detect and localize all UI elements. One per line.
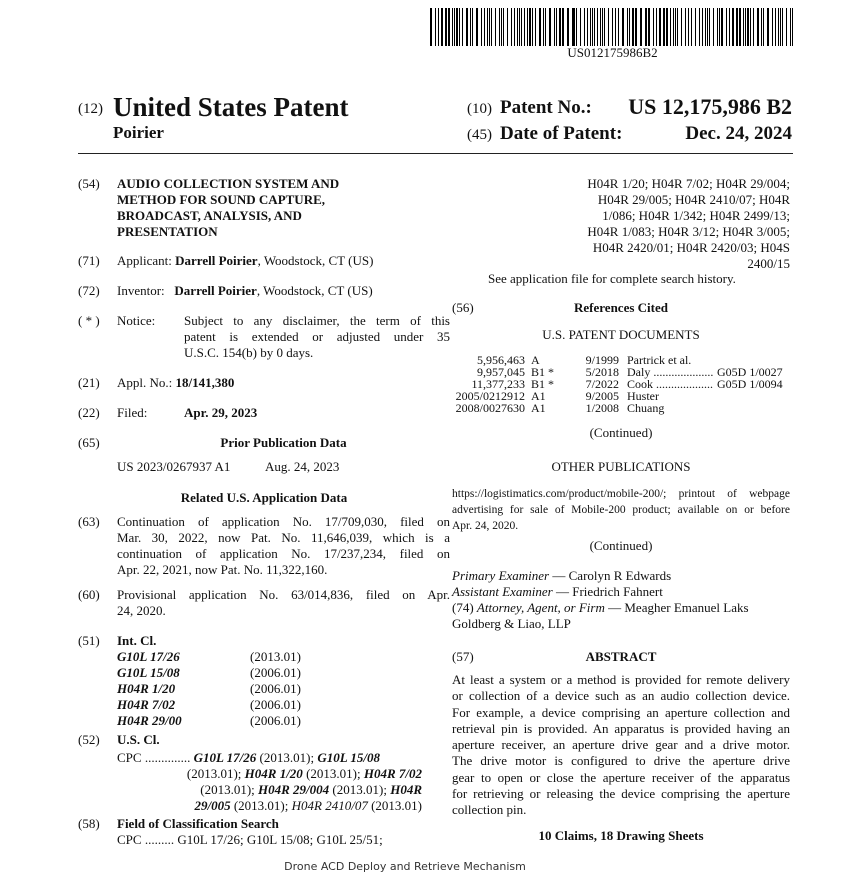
other-pubs-heading: OTHER PUBLICATIONS — [551, 459, 691, 474]
notice-code: ( * ) — [78, 313, 100, 328]
header-divider — [78, 153, 793, 154]
intcl-row — [117, 649, 301, 665]
intcl-version: (2006.01) — [250, 697, 301, 712]
abstract-heading: ABSTRACT — [585, 649, 657, 664]
class-line: 1/086; H04R 1/342; H04R 2499/13; — [602, 208, 790, 223]
appl-code: (21) — [78, 375, 100, 390]
field-cpc: CPC ......... G10L 17/26; G10L 15/08; G10L 25/51; — [117, 832, 383, 847]
uscl-line: CPC .............. G10L 17/26 (2013.01); G10L 15/08 — [117, 750, 381, 765]
appl-label: Appl. No.: — [117, 375, 173, 390]
pubs-continued[interactable]: (Continued) — [589, 538, 653, 553]
class-line: 2400/15 — [747, 256, 790, 271]
barcode — [430, 8, 794, 46]
ref-kind: B1 * — [531, 365, 555, 379]
ref-kind: A — [531, 353, 540, 367]
ref-number: 5,956,463 — [477, 353, 525, 367]
inventor-location: , Woodstock, CT (US) — [256, 283, 373, 298]
title-line: METHOD FOR SOUND CAPTURE, — [117, 192, 326, 207]
inventor-name: Darrell Poirier — [174, 283, 257, 298]
refs-heading: References Cited — [574, 300, 668, 315]
abstract-line: collection pin. — [452, 802, 527, 818]
inventor — [117, 283, 373, 299]
uscl-line: (2013.01); H04R 1/20 (2013.01); H04R 7/02 — [186, 766, 422, 781]
barcode-number: US012175986B2 — [567, 45, 658, 60]
related-heading: Related U.S. Application Data — [180, 490, 348, 505]
ref-date: 9/1999 — [585, 353, 619, 367]
applicant — [117, 253, 373, 269]
notice-line: U.S.C. 154(b) by 0 days. — [184, 345, 314, 360]
intcl-row — [117, 697, 301, 713]
patent-date: Dec. 24, 2024 — [685, 123, 792, 144]
primary-examiner — [452, 568, 671, 584]
abstract-line: or collection of a device such as an audio collection device. — [452, 688, 790, 704]
cont-line: Continuation of application No. 17/709,030, filed on — [117, 514, 450, 529]
field-heading: Field of Classification Search — [117, 816, 279, 831]
ref-kind: A1 — [531, 389, 546, 403]
intcl-table — [117, 649, 301, 729]
filed-date: Apr. 29, 2023 — [184, 405, 258, 420]
provisional-text — [117, 587, 450, 619]
applicant-code: (71) — [78, 253, 100, 268]
attorney — [452, 600, 749, 616]
appl-no — [117, 375, 234, 391]
intcl-heading: Int. Cl. — [117, 633, 157, 648]
appl-number: 18/141,380 — [175, 375, 235, 390]
attorney-line2: Goldberg & Liao, LLP — [452, 616, 571, 631]
intcl-row — [117, 665, 301, 681]
abstract-line: For example, a device comprising an aperture collection and — [452, 704, 790, 720]
references-table — [452, 354, 807, 414]
abstract-line: gear to open or close the aperture receiver of the apparatus — [452, 769, 790, 785]
prov-line: 24, 2020. — [117, 603, 166, 618]
refs-code: (56) — [452, 300, 474, 315]
ref-date: 7/2022 — [585, 377, 619, 391]
applicant-label: Applicant: — [117, 253, 172, 268]
other-pub-line: https://logistimatics.com/product/mobile-200/; printout of webpage — [452, 488, 790, 500]
ref-number: 2008/0027630 — [455, 401, 525, 415]
patent-no-code: (10) — [467, 101, 492, 117]
ref-date: 9/2005 — [585, 389, 619, 403]
attorney-code: (74) — [452, 600, 474, 615]
prior-date: Aug. 24, 2023 — [265, 459, 340, 474]
ref-date: 5/2018 — [585, 365, 619, 379]
intcl-version: (2006.01) — [250, 681, 301, 696]
class-line: H04R 1/20; H04R 7/02; H04R 29/004; — [587, 176, 790, 191]
refs-continued[interactable]: (Continued) — [589, 425, 653, 440]
abstract-line: retrieval pin is provided. An apparatus is provided having an — [452, 720, 790, 736]
intcl-row — [117, 713, 301, 729]
patent-number: US 12,175,986 B2 — [628, 94, 792, 119]
applicant-location: , Woodstock, CT (US) — [257, 253, 374, 268]
ref-class: G05D 1/0027 — [717, 365, 783, 379]
abstract-line: for retrieving or releasing the device comprising the aperture — [452, 786, 790, 802]
cont-line: Mar. 30, 2022, now Pat. No. 11,646,039, which is a — [117, 530, 450, 545]
assistant-examiner — [452, 584, 663, 600]
ref-name: Cook ................... — [627, 377, 714, 391]
abstract-text — [452, 672, 790, 819]
abstract-line: aperture receiver, an aperture drive gear and a drive motor. — [452, 737, 790, 753]
invention-title — [117, 176, 339, 240]
kind-code: (12) — [78, 101, 103, 117]
claims-summary: 10 Claims, 18 Drawing Sheets — [538, 828, 704, 843]
intcl-code: (51) — [78, 633, 100, 648]
abstract-line: At least a system or a method is provided for remote delivery — [452, 672, 790, 687]
prov-line: Provisional application No. 63/014,836, filed on Apr. — [117, 587, 450, 602]
intcl-version: (2006.01) — [250, 665, 301, 680]
ref-number: 2005/0212912 — [455, 389, 525, 403]
ref-date: 1/2008 — [585, 401, 619, 415]
notice-line: Subject to any disclaimer, the term of this — [184, 313, 450, 328]
intcl-class: H04R 7/02 — [117, 697, 176, 712]
intcl-class: H04R 1/20 — [117, 681, 176, 696]
date-label: Date of Patent: — [500, 123, 623, 144]
ref-name: Daly .................... — [627, 365, 714, 379]
ref-kind: A1 — [531, 401, 546, 415]
uscl-line: (2013.01); H04R 29/004 (2013.01); H04R — [200, 782, 422, 797]
attorney-name: — Meagher Emanuel Laks — [604, 600, 749, 615]
uscl-line: 29/005 (2013.01); H04R 2410/07 (2013.01) — [194, 798, 422, 813]
prior-code: (65) — [78, 435, 100, 450]
intcl-version: (2013.01) — [250, 649, 301, 664]
assistant-label: Assistant Examiner — [452, 584, 553, 599]
date-code: (45) — [467, 127, 492, 143]
abstract-code: (57) — [452, 649, 474, 664]
uscl-code: (52) — [78, 732, 100, 747]
intcl-class: G10L 17/26 — [117, 649, 180, 664]
title-line: AUDIO COLLECTION SYSTEM AND — [117, 176, 340, 191]
patent-type-title: United States Patent — [113, 92, 349, 122]
ref-name: Partrick et al. — [627, 353, 692, 367]
continuation-text — [117, 514, 450, 578]
intcl-version: (2006.01) — [250, 713, 301, 728]
us-docs-heading: U.S. PATENT DOCUMENTS — [542, 327, 700, 342]
field-code: (58) — [78, 816, 100, 831]
prov-code: (60) — [78, 587, 100, 602]
inventor-code: (72) — [78, 283, 100, 298]
title-line: PRESENTATION — [117, 224, 218, 239]
ref-name: Huster — [627, 389, 659, 403]
intcl-class: H04R 29/00 — [117, 713, 182, 728]
applicant-name: Darrell Poirier — [175, 253, 258, 268]
ref-number: 11,377,233 — [471, 377, 525, 391]
ref-name: Chuang — [627, 401, 665, 415]
ref-class: G05D 1/0094 — [717, 377, 783, 391]
other-pubs-text — [452, 486, 790, 534]
abstract-line: The drive motor is configured to drive the aperture drive — [452, 753, 790, 769]
footer-caption: Drone ACD Deploy and Retrieve Mechanism — [284, 860, 526, 873]
reference-row — [452, 402, 807, 414]
other-pub-line: Apr. 24, 2020. — [452, 520, 519, 532]
class-line: H04R 1/083; H04R 3/12; H04R 3/005; — [587, 224, 790, 239]
notice-label: Notice: — [117, 313, 156, 328]
filed-code: (22) — [78, 405, 100, 420]
inventor-surname: Poirier — [113, 123, 164, 142]
cont-code: (63) — [78, 514, 100, 529]
intcl-row — [117, 681, 301, 697]
primary-name: — Carolyn R Edwards — [549, 568, 672, 583]
filed-label: Filed: — [117, 405, 148, 420]
notice-line: patent is extended or adjusted under 35 — [184, 329, 450, 344]
cont-line: Apr. 22, 2021, now Pat. No. 11,322,160. — [117, 562, 328, 577]
assistant-name: — Friedrich Fahnert — [552, 584, 663, 599]
class-line: H04R 29/005; H04R 2410/07; H04R — [597, 192, 790, 207]
notice-text — [184, 313, 450, 361]
ref-number: 9,957,045 — [477, 365, 525, 379]
patent-no-label: Patent No.: — [500, 97, 592, 118]
uscl-cpc — [117, 750, 422, 814]
ref-kind: B1 * — [531, 377, 555, 391]
prior-heading: Prior Publication Data — [220, 435, 347, 450]
title-code: (54) — [78, 176, 100, 191]
title-line: BROADCAST, ANALYSIS, AND — [117, 208, 302, 223]
inventor-label: Inventor: — [117, 283, 165, 298]
other-pub-line: advertising for sale of Mobile-200 product; available on or before — [452, 504, 790, 516]
primary-label: Primary Examiner — [452, 568, 550, 583]
cont-line: continuation of application No. 17/237,234, filed on — [117, 546, 450, 561]
uscl-heading: U.S. Cl. — [117, 732, 160, 747]
search-note: See application file for complete search history. — [488, 271, 736, 286]
class-line: H04R 2420/01; H04R 2420/03; H04S — [592, 240, 790, 255]
attorney-label: Attorney, Agent, or Firm — [476, 600, 605, 615]
intcl-class: G10L 15/08 — [117, 665, 180, 680]
classification-lines — [452, 176, 790, 272]
prior-pub: US 2023/0267937 A1 — [117, 459, 231, 474]
